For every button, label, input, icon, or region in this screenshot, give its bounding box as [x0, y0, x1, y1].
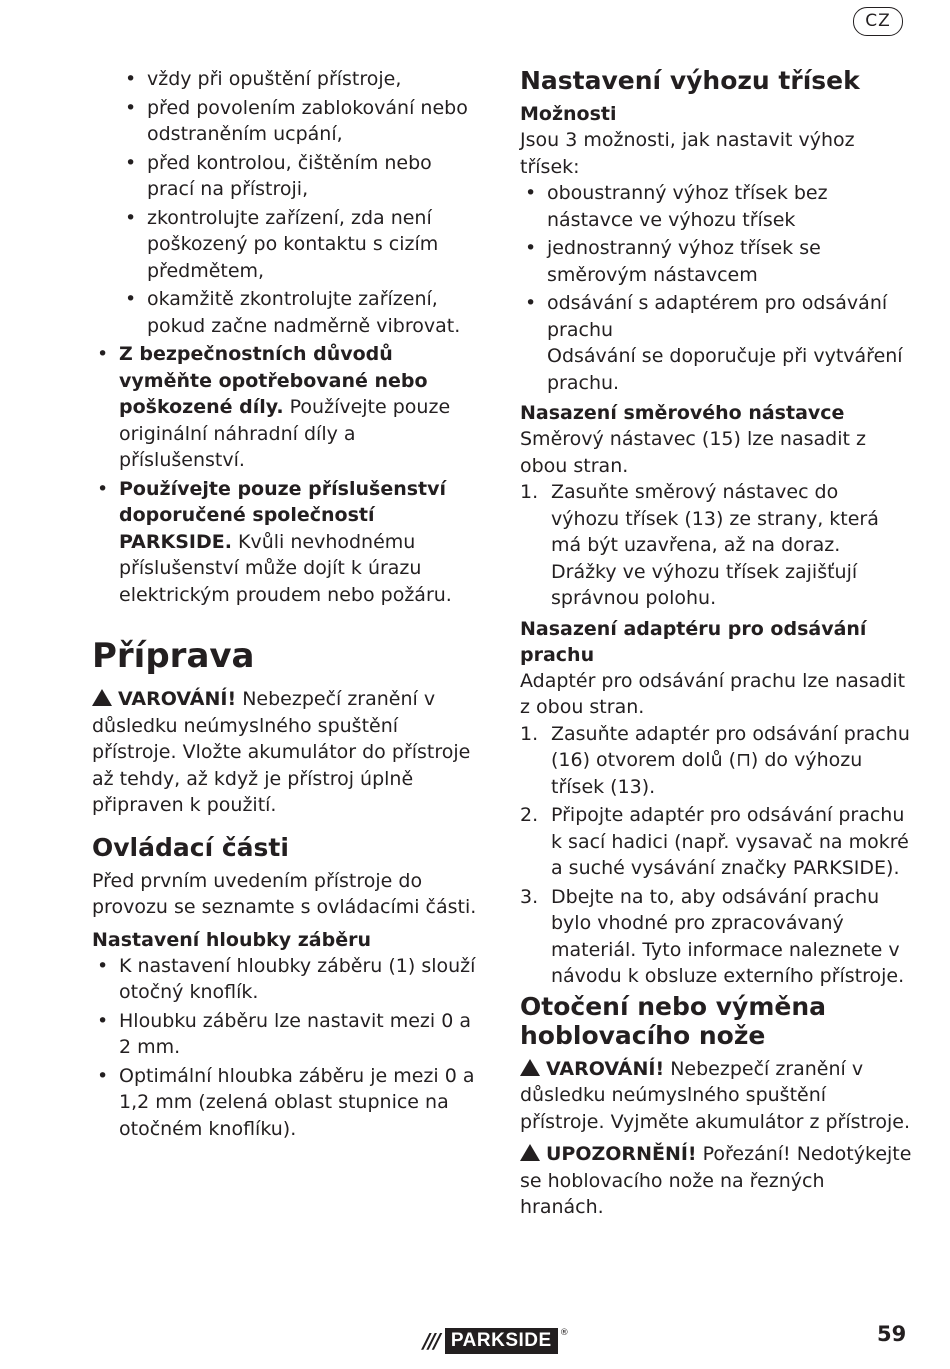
step-text: Zasuňte směrový nástavec do výhozu třísek (13) ze strany, která má být uzavřena, až na doraz.: [551, 481, 879, 556]
step-text: Připojte adaptér pro odsávání prachu k sací hadici (např. vysavač na mokré a suché vysávání značky PARKSIDE).: [551, 804, 909, 879]
list-item: • Hloubku záběru lze nastavit mezi 0 a 2 mm.: [92, 1008, 484, 1061]
controls-paragraph: Před prvním uvedením přístroje do provozu se seznamte s ovládacími části.: [92, 869, 477, 918]
step-item: [520, 479, 912, 612]
list-item: • oboustranný výhoz třísek bez nástavce ve výhozu třísek: [520, 180, 912, 233]
list-item: • vždy při opuštění přístroje,: [120, 66, 484, 93]
subsection-title-depth: Nastavení hloubky záběru: [92, 928, 371, 951]
nozzle-steps: [520, 479, 912, 612]
warning-icon: [520, 1144, 540, 1161]
safety-item-accessories: [92, 476, 484, 609]
warning-icon: [520, 1059, 540, 1076]
language-badge: CZ: [853, 7, 903, 36]
step-item: [520, 721, 912, 801]
safety-bullet-list: [92, 341, 484, 608]
warning-paragraph: [92, 686, 484, 819]
subsection-title-options: Možnosti: [520, 103, 617, 125]
depth-bullet-list: [92, 953, 484, 1143]
step-text: Zasuňte adaptér pro odsávání prachu (16) otvorem dolů (⊓) do výhozu třísek (13).: [551, 722, 910, 798]
left-column: [92, 66, 484, 1144]
section-title-ejection: Nastavení výhozu třísek: [520, 66, 860, 95]
step-item: [520, 802, 912, 882]
options-bullet-list: [520, 180, 912, 396]
step-number: 1.: [520, 722, 539, 745]
brand-logo: [423, 1327, 569, 1355]
warning-text: Nebezpečí zranění v důsledku neúmyslného spuštění přístroje. Vyjměte akumulátor z přístroje.: [520, 1057, 910, 1133]
section-title-blade: Otočení nebo výměna hoblovacího nože: [520, 991, 827, 1050]
caution-paragraph: [520, 1141, 912, 1221]
logo-slashes: ///: [423, 1329, 439, 1353]
caution-label: UPOZORNĚNÍ!: [546, 1143, 697, 1165]
list-item-text: odsávání s adaptérem pro odsávání prachu: [547, 292, 888, 341]
adapter-intro: Adaptér pro odsávání prachu lze nasadit z obou stran.: [520, 669, 906, 718]
registered-mark: ®: [559, 1328, 569, 1338]
step-number: 3.: [520, 885, 539, 908]
section-title-controls: Ovládací části: [92, 832, 289, 862]
right-column: [520, 66, 912, 1221]
logo-wordmark: PARKSIDE: [445, 1328, 558, 1354]
list-item: [520, 290, 912, 396]
warning-label: VAROVÁNÍ!: [118, 688, 237, 710]
intro-bullet-list: [120, 66, 484, 339]
list-item: • před kontrolou, čištěním nebo prací na přístroji,: [120, 150, 484, 203]
list-item: • Optimální hloubka záběru je mezi 0 a 1,2 mm (zelená oblast stupnice na otočném knoflíku).: [92, 1063, 484, 1143]
adapter-steps: [520, 721, 912, 990]
list-item: • zkontrolujte zařízení, zda není poškozený po kontaktu s cizím předmětem,: [120, 205, 484, 285]
list-item: • okamžitě zkontrolujte zařízení, pokud začne nadměrně vibrovat.: [120, 286, 484, 339]
step-number: 2.: [520, 804, 539, 826]
caution-text: Pořezání! Nedotýkejte se hoblovacího nože na řezných hranách.: [520, 1143, 912, 1218]
warning-icon: [92, 689, 112, 706]
list-item: • před povolením zablokování nebo odstraněním ucpání,: [120, 95, 484, 148]
options-intro: Jsou 3 možnosti, jak nastavit výhoz třísek:: [520, 129, 855, 178]
page-number: 59: [877, 1322, 907, 1346]
section-title-priprava: Příprava: [92, 636, 255, 676]
warning-paragraph: [520, 1056, 912, 1136]
list-item: • jednostranný výhoz třísek se směrovým nástavcem: [520, 235, 912, 288]
safety-bold-text: Z bezpečnostních důvodů vyměňte opotřebované nebo poškozené díly.: [119, 343, 428, 418]
safety-item-replace-parts: [92, 341, 484, 474]
list-item-note: Odsávání se doporučuje při vytváření prachu.: [547, 345, 903, 394]
step-item: [520, 884, 912, 990]
safety-text: Používejte pouze originální náhradní díly a příslušenství.: [119, 396, 451, 471]
step-text: Dbejte na to, aby odsávání prachu bylo vhodné pro zpracovávaný materiál. Tyto informace naleznete v návodu k obsluze externího přístroje.: [551, 885, 905, 987]
subsection-title-nozzle: Nasazení směrového nástavce: [520, 402, 845, 424]
subsection-title-adapter: Nasazení adaptéru pro odsávání prachu: [520, 617, 867, 666]
step-note: Drážky ve výhozu třísek zajišťují správnou polohu.: [551, 560, 858, 609]
nozzle-intro: Směrový nástavec (15) lze nasadit z obou stran.: [520, 428, 866, 477]
safety-text: Kvůli nevhodnému příslušenství může dojít k úrazu elektrickým proudem nebo požáru.: [119, 530, 452, 606]
warning-label: VAROVÁNÍ!: [546, 1057, 665, 1080]
warning-text: Nebezpečí zranění v důsledku neúmyslného spuštění přístroje. Vložte akumulátor do přístroje až tehdy, až když je přístroj úplně připraven k použití.: [92, 688, 471, 816]
list-item: • K nastavení hloubky záběru (1) slouží otočný knoflík.: [92, 953, 484, 1006]
step-number: 1.: [520, 481, 539, 503]
safety-bold-text: Používejte pouze příslušenství doporučené společností PARKSIDE.: [119, 477, 447, 553]
